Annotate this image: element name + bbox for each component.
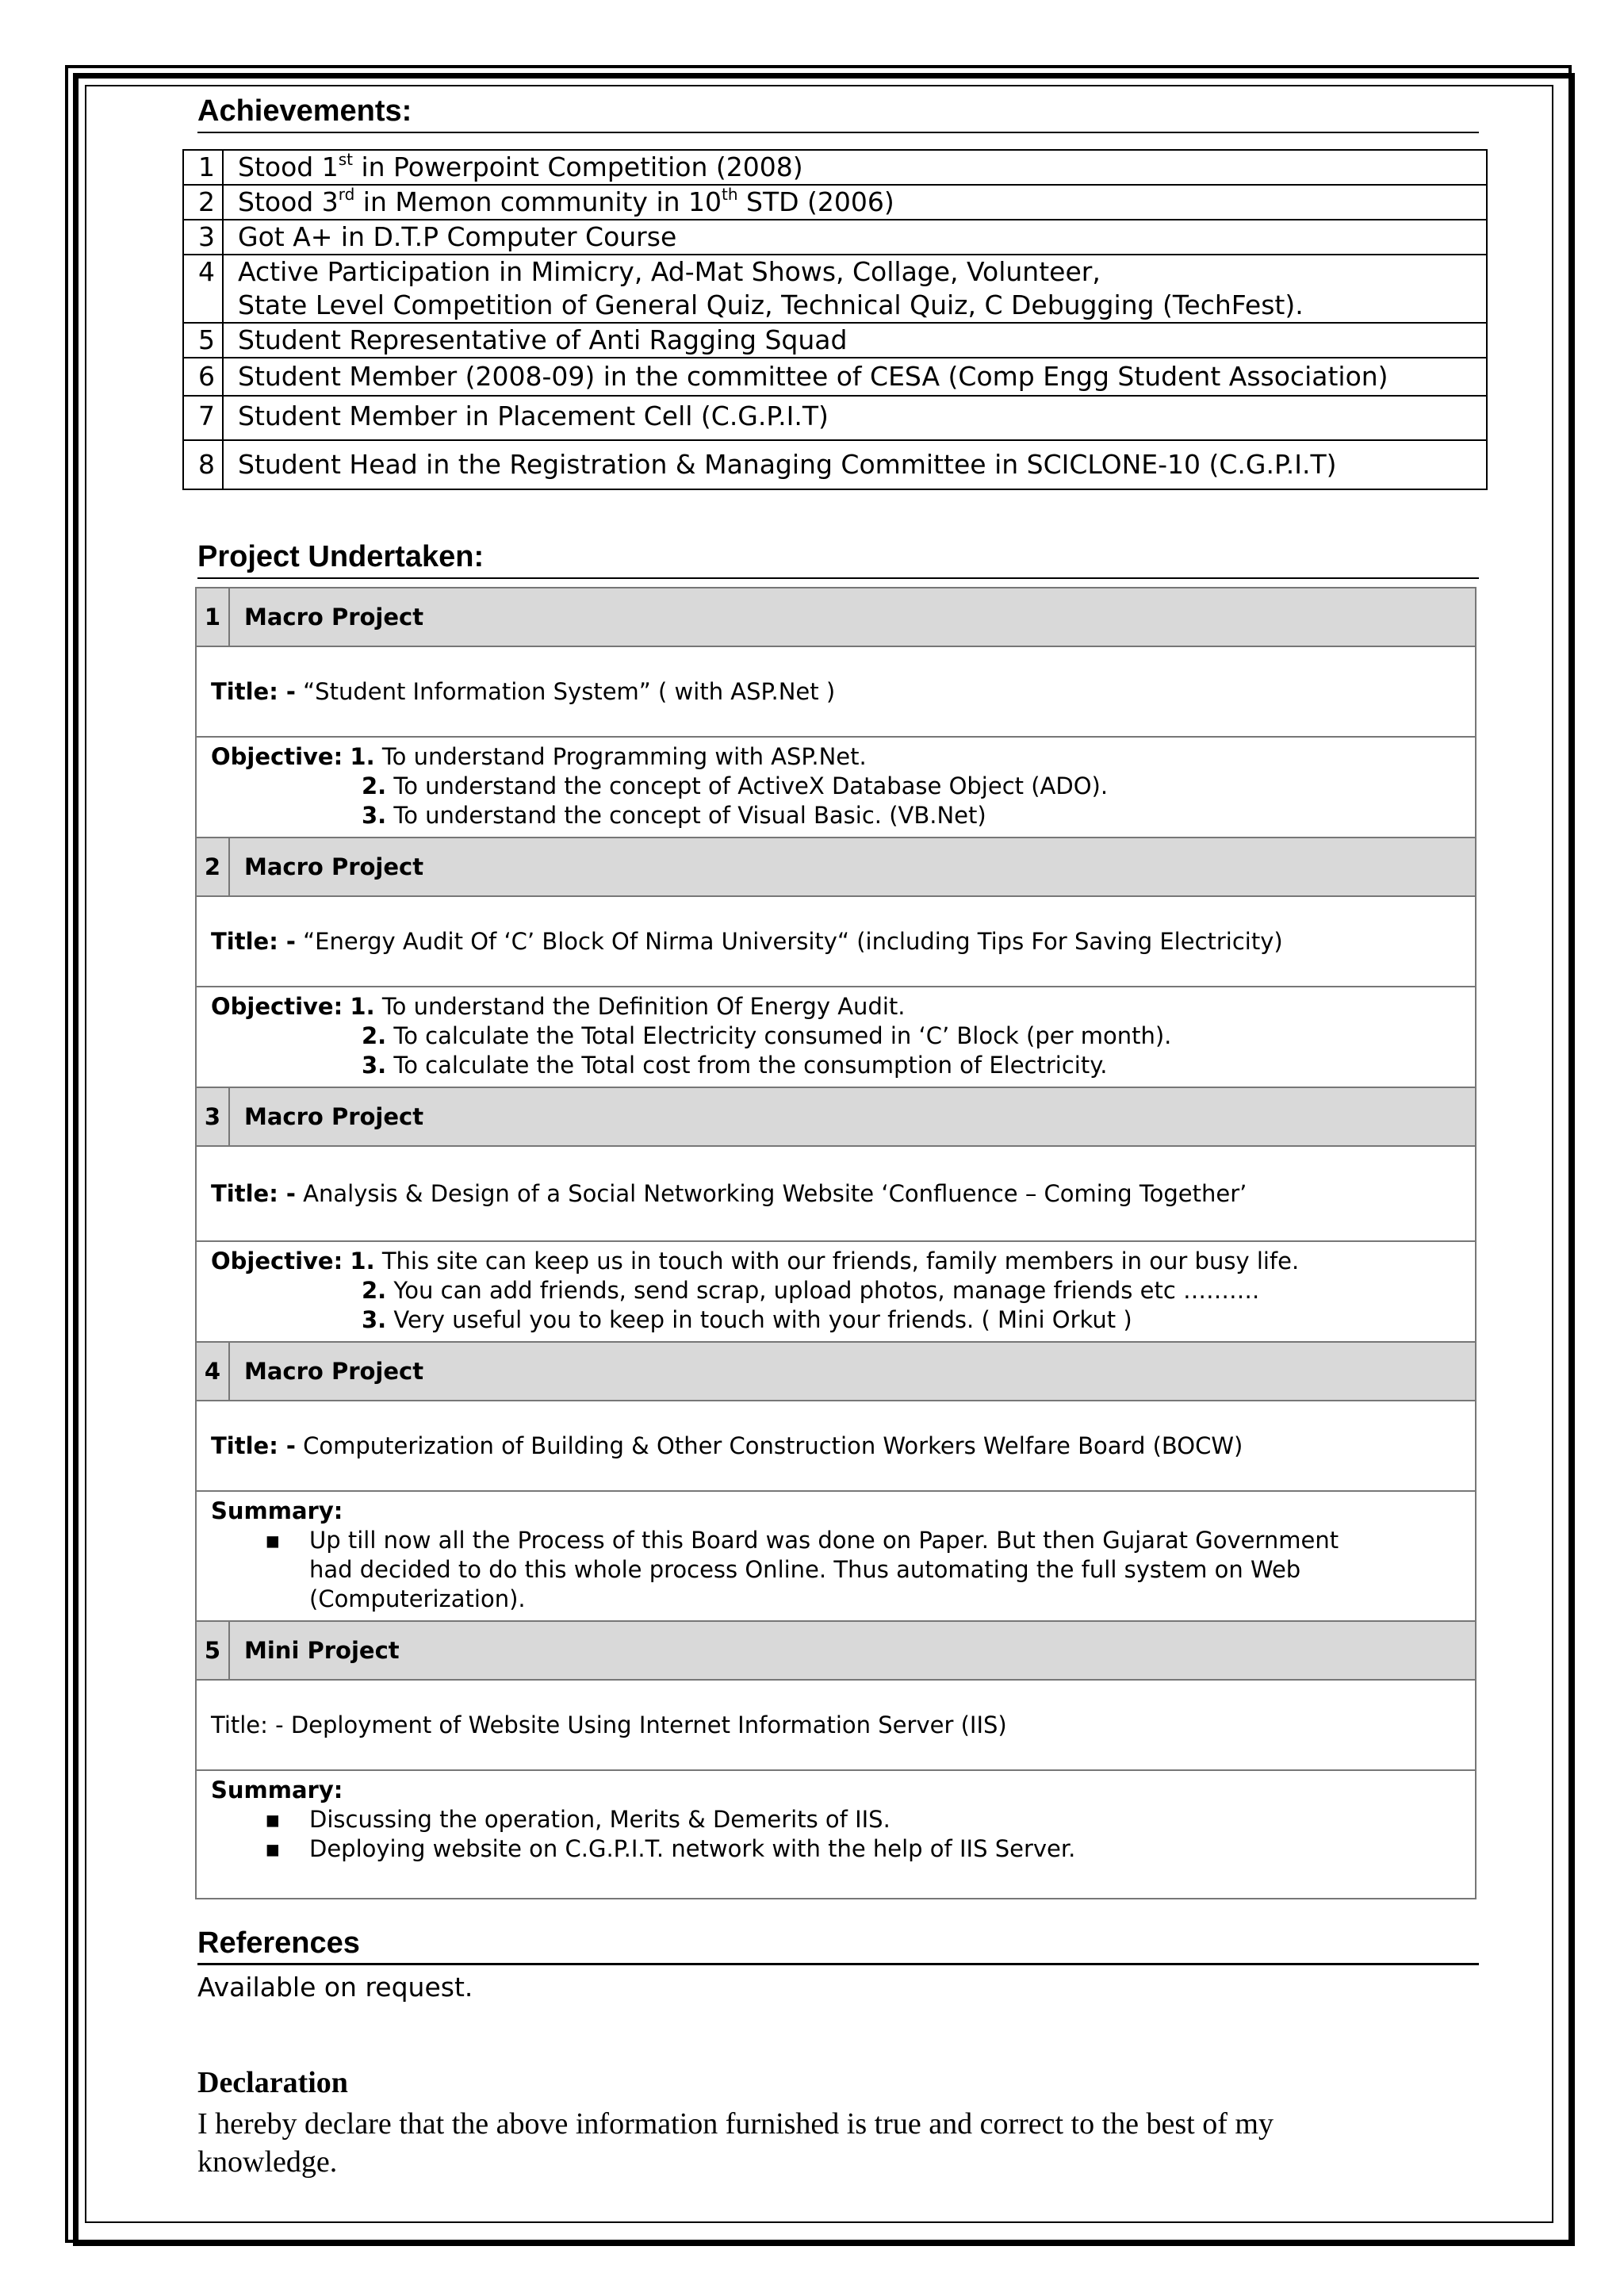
project-header-row <box>196 1342 1476 1401</box>
achievement-text: Student Member (2008-09) in the committee of CESA (Comp Engg Student Association) <box>223 358 1487 396</box>
row-number: 8 <box>183 440 223 489</box>
row-number: 4 <box>183 255 223 323</box>
declaration-text: I hereby declare that the above information furnished is true and correct to the best of my knowledge. <box>197 2107 1274 2179</box>
project-number: 5 <box>196 1621 229 1680</box>
project-type: Macro Project <box>229 838 1476 896</box>
table-row <box>183 220 1487 255</box>
project-summary: Summary: ▪ Discussing the operation, Merits & Demerits of IIS. ▪ Deploying website on C.G.P.I.T. network with the help of IIS Server. <box>196 1770 1476 1899</box>
project-title-row <box>196 1146 1476 1241</box>
references-heading: References <box>197 1926 360 1960</box>
project-type: Mini Project <box>229 1621 1476 1680</box>
references-rule <box>197 1963 1479 1965</box>
project-summary: Summary: ▪ Up till now all the Process of this Board was done on Paper. But then Gujarat Government had decided to do this whole process Online. Thus automating the full system on Web (Computerization). <box>196 1491 1476 1621</box>
row-number: 6 <box>183 358 223 396</box>
project-number: 4 <box>196 1342 229 1401</box>
project-header-row <box>196 1621 1476 1680</box>
bullet-icon: ▪ <box>265 1835 281 1862</box>
references-text: Available on request. <box>197 1972 473 2003</box>
project-number: 1 <box>196 588 229 646</box>
project-title: Title: - Deployment of Website Using Internet Information Server (IIS) <box>196 1680 1476 1770</box>
project-objective-row <box>196 1241 1476 1342</box>
row-number: 3 <box>183 220 223 255</box>
project-objective-row <box>196 987 1476 1087</box>
achievement-text: Student Representative of Anti Ragging Squad <box>223 323 1487 358</box>
achievements-table <box>182 149 1488 490</box>
achievements-heading: Achievements: <box>197 94 412 128</box>
project-type: Macro Project <box>229 1342 1476 1401</box>
project-title-row <box>196 1680 1476 1770</box>
bullet-icon: ▪ <box>265 1806 281 1833</box>
table-row <box>183 185 1487 220</box>
row-number: 2 <box>183 185 223 220</box>
achievement-text: Stood 3rd in Memon community in 10th STD (2006) <box>223 185 1487 220</box>
project-title: Title: - Computerization of Building & Other Construction Workers Welfare Board (BOCW) <box>196 1401 1476 1491</box>
project-title: Title: - “Energy Audit Of ‘C’ Block Of Nirma University“ (including Tips For Saving Electricity) <box>196 896 1476 987</box>
project-objective-row <box>196 737 1476 838</box>
achievement-text: Got A+ in D.T.P Computer Course <box>223 220 1487 255</box>
projects-table <box>195 587 1477 1899</box>
row-number: 1 <box>183 150 223 185</box>
project-type: Macro Project <box>229 588 1476 646</box>
projects-rule <box>197 577 1479 579</box>
project-title-row <box>196 1401 1476 1491</box>
table-row <box>183 440 1487 489</box>
project-title-row <box>196 646 1476 737</box>
table-row <box>183 323 1487 358</box>
achievement-text: Student Member in Placement Cell (C.G.P.I.T) <box>223 396 1487 440</box>
bullet-icon: ▪ <box>265 1527 281 1554</box>
project-objectives: Objective: 1. This site can keep us in touch with our friends, family members in our busy life. 2. You can add friends, send scrap, upload photos, manage friends etc ………. 3. Very useful you to keep in touch with your friends. ( Mini Orkut ) <box>196 1241 1476 1342</box>
achievement-text: Active Participation in Mimicry, Ad-Mat Shows, Collage, Volunteer, State Level Competition of General Quiz, Technical Quiz, C Debugging (TechFest). <box>223 255 1487 323</box>
project-summary-row <box>196 1770 1476 1899</box>
table-row <box>183 396 1487 440</box>
declaration-heading: Declaration <box>197 2066 348 2099</box>
project-header-row <box>196 1087 1476 1146</box>
table-row <box>183 255 1487 323</box>
project-number: 2 <box>196 838 229 896</box>
achievements-rule <box>197 132 1479 133</box>
project-header-row <box>196 588 1476 646</box>
project-number: 3 <box>196 1087 229 1146</box>
project-title-row <box>196 896 1476 987</box>
project-summary-row <box>196 1491 1476 1621</box>
row-number: 7 <box>183 396 223 440</box>
table-row <box>183 150 1487 185</box>
achievement-text: Stood 1st in Powerpoint Competition (2008) <box>223 150 1487 185</box>
project-objectives: Objective: 1. To understand the Definition Of Energy Audit. 2. To calculate the Total Electricity consumed in ‘C’ Block (per month). 3. To calculate the Total cost from the consumption of Electricity. <box>196 987 1476 1087</box>
project-title: Title: - “Student Information System” ( with ASP.Net ) <box>196 646 1476 737</box>
row-number: 5 <box>183 323 223 358</box>
project-type: Macro Project <box>229 1087 1476 1146</box>
project-title: Title: - Analysis & Design of a Social Networking Website ‘Confluence – Coming Together’ <box>196 1146 1476 1241</box>
project-objectives: Objective: 1. To understand Programming with ASP.Net. 2. To understand the concept of ActiveX Database Object (ADO). 3. To understand the concept of Visual Basic. (VB.Net) <box>196 737 1476 838</box>
project-header-row <box>196 838 1476 896</box>
achievement-text: Student Head in the Registration & Managing Committee in SCICLONE-10 (C.G.P.I.T) <box>223 440 1487 489</box>
table-row <box>183 358 1487 396</box>
projects-heading: Project Undertaken: <box>197 540 485 573</box>
